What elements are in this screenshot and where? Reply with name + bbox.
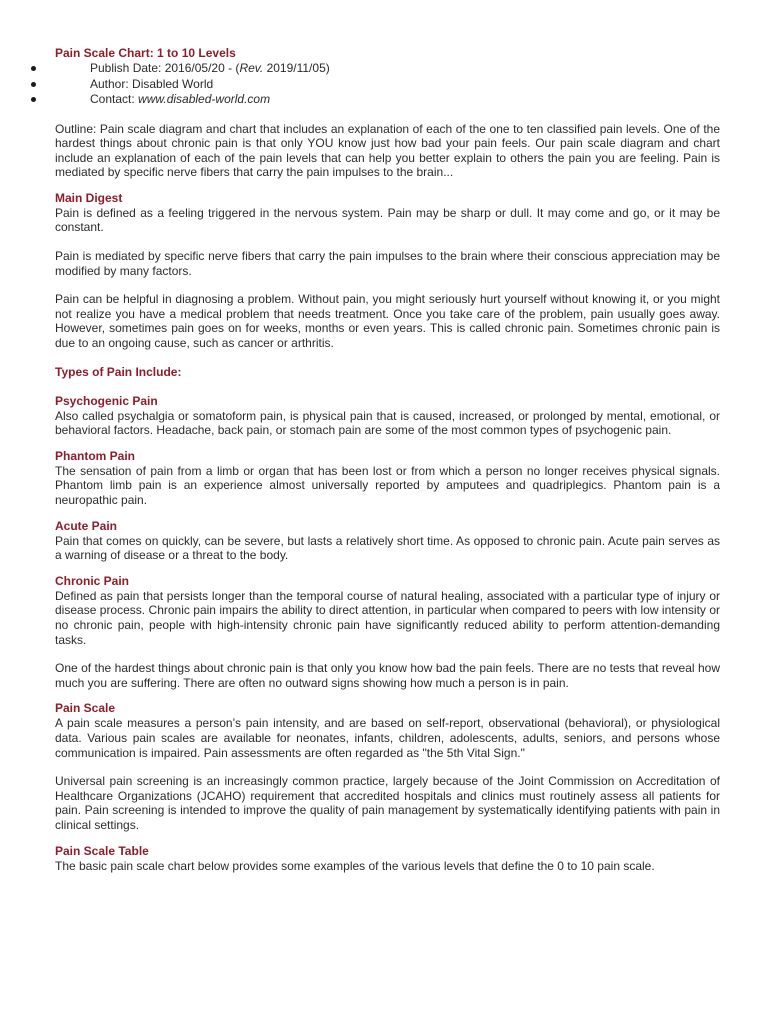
author-item (55, 77, 720, 93)
author-text: Author: Disabled World (90, 76, 214, 91)
psychogenic-pain-heading: Psychogenic Pain (55, 393, 158, 408)
chronic-pain-paragraph-1: Defined as pain that persists longer than the temporal course of natural healing, associated with a particular type of injury or disease process. Chronic pain impairs the ability to direct attention, in particular when compared to peers with low intensity or no chronic pain, people with high-intensity chronic pain have significantly reduced ability to perform attention-demanding tasks. (55, 588, 720, 647)
bullet-icon (31, 82, 36, 87)
pain-scale-heading: Pain Scale (55, 701, 116, 716)
page-title: Pain Scale Chart: 1 to 10 Levels (55, 46, 236, 60)
phantom-pain-paragraph: The sensation of pain from a limb or organ that has been lost or from which a person no longer receives physical signals. Phantom limb pain is an experience almost universally reported by amputees and quadriplegics. Phantom pain is a neuropathic pain. (55, 463, 720, 507)
bullet-icon (31, 97, 36, 102)
main-digest-paragraph-3: Pain can be helpful in diagnosing a problem. Without pain, you might seriously hurt yourself without knowing it, or you might not realize you have a medical problem that needs treatment. Once you take care of the problem, pain usually goes away. However, sometimes pain goes on for weeks, months or even years. This is called chronic pain. Sometimes chronic pain is due to an ongoing cause, such as cancer or arthritis. (55, 292, 720, 351)
bullet-icon (31, 66, 36, 71)
revision-label: Rev. (239, 61, 264, 75)
chronic-pain-heading: Chronic Pain (55, 573, 130, 588)
contact-item (55, 92, 720, 108)
pain-scale-paragraph-1: A pain scale measures a person’s pain intensity, and are based on self-report, observational (behavioral), or physiological data. Various pain scales are available for neonates, infants, children, adolescents, adults, seniors, and persons whose communication is impaired. Pain assessments are often regarded as "the 5th Vital Sign." (55, 716, 720, 760)
psychogenic-pain-paragraph: Also called psychalgia or somatoform pain, is physical pain that is caused, increased, or prolonged by mental, emotional, or behavioral factors. Headache, back pain, or stomach pain are some of the most common types of psychogenic pain. (55, 408, 720, 438)
main-digest-paragraph-1: Pain is defined as a feeling triggered in the nervous system. Pain may be sharp or dull. It may come and go, or it may be constant. (55, 205, 720, 235)
main-digest-heading: Main Digest (55, 190, 123, 205)
contact-link[interactable]: www.disabled-world.com (138, 92, 271, 106)
acute-pain-heading: Acute Pain (55, 518, 118, 533)
pain-scale-table-paragraph: The basic pain scale chart below provides some examples of the various levels that define the 0 to 10 pain scale. (55, 858, 655, 873)
chronic-pain-paragraph-2: One of the hardest things about chronic pain is that only you know how bad the pain feels. There are no tests that reveal how much you are suffering. There are often no outward signs showing how much a person is in pain. (55, 661, 720, 690)
publish-date-prefix: Publish Date: 2016/05/20 - ( (90, 61, 240, 75)
contact-prefix: Contact: (90, 92, 139, 106)
pain-scale-paragraph-2: Universal pain screening is an increasingly common practice, largely because of the Joint Commission on Accreditation of Healthcare Organizations (JCAHO) requirement that accredited hospitals and clinics must routinely assess all patients for pain. Pain screening is intended to improve the quality of pain management by systematically identifying patients with pain in clinical settings. (55, 774, 720, 832)
acute-pain-paragraph: Pain that comes on quickly, can be severe, but lasts a relatively short time. As opposed to chronic pain. Acute pain serves as a warning of disease or a threat to the body. (55, 533, 720, 563)
phantom-pain-heading: Phantom Pain (55, 448, 136, 463)
publish-date-suffix: 2019/11/05) (263, 61, 330, 75)
publish-date-item (55, 61, 720, 77)
main-digest-paragraph-2: Pain is mediated by specific nerve fibers that carry the pain impulses to the brain where their conscious appreciation may be modified by many factors. (55, 249, 720, 278)
outline-paragraph: Outline: Pain scale diagram and chart that includes an explanation of each of the one to ten classified pain levels. One of the hardest things about chronic pain is that only YOU know just how bad your pain feels. Our pain scale diagram and chart include an explanation of each of the pain levels that can help you better explain to others the pain you are feeling. Pain is mediated by specific nerve fibers that carry the pain impulses to the brain... (55, 121, 720, 180)
pain-scale-table-heading: Pain Scale Table (55, 843, 149, 858)
types-of-pain-heading: Types of Pain Include: (55, 364, 182, 379)
document-page (55, 46, 720, 873)
article-meta-list (55, 61, 720, 108)
